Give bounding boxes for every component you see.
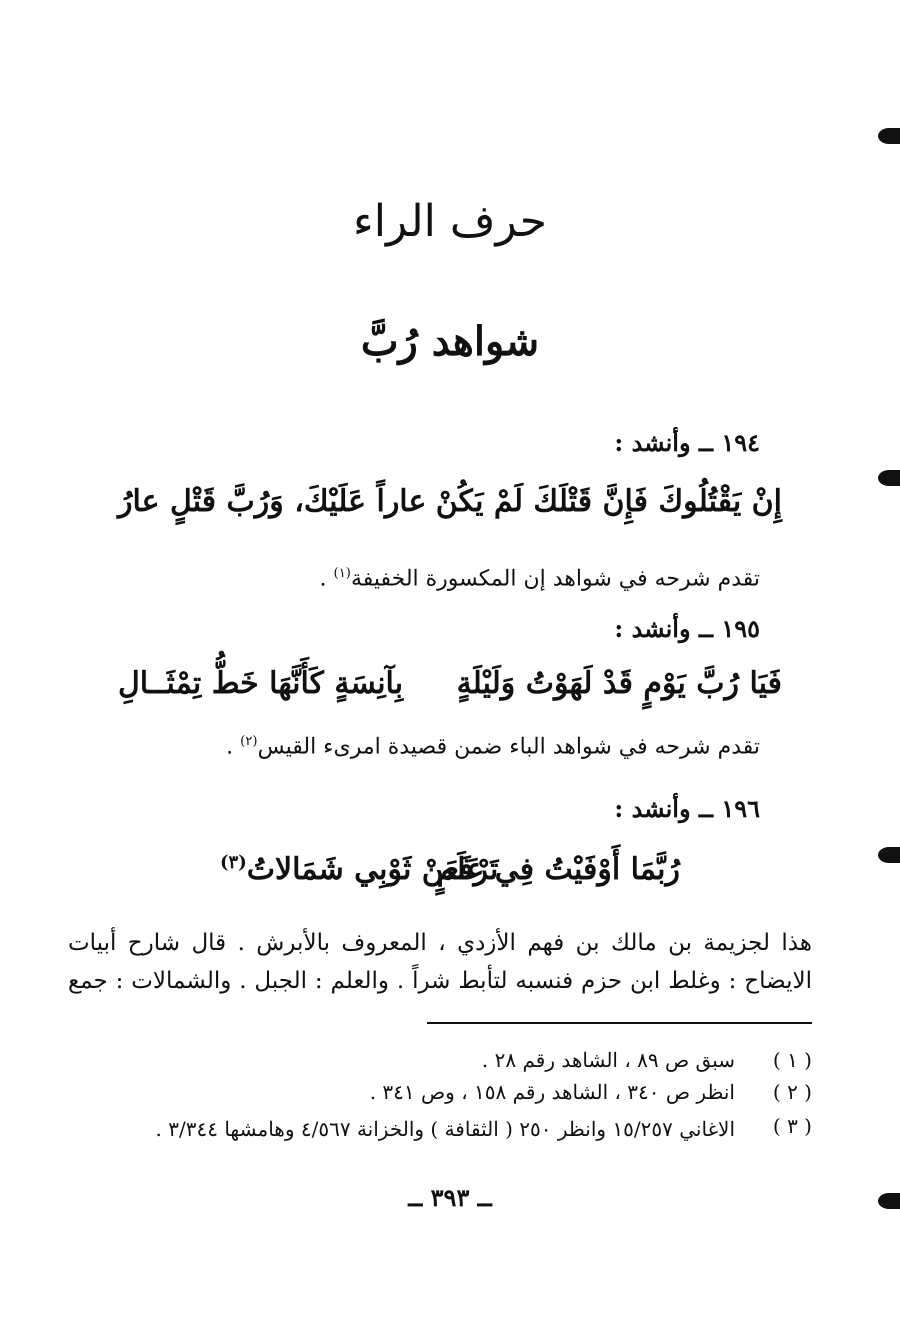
- chapter-title: حرف الراء: [353, 196, 547, 247]
- footnote-text: سبق ص ٨٩ ، الشاهد رقم ٢٨ .: [481, 1048, 735, 1072]
- verse-second-hemistich: بِآنِسَةٍ كَأَنَّهَا خَطُّ تِمْثَــالِ: [118, 666, 404, 701]
- verse-second-hemistich: تَرْفَعَنْ ثَوْبِي شَمَالاتُ$^{(٣)}$: [220, 852, 499, 887]
- footnote-number: ( ١ ): [772, 1048, 812, 1072]
- note-text: تقدم شرحه في شواهد الباء ضمن قصيدة امرىء القيس: [257, 734, 760, 760]
- footnote-divider: [427, 1022, 812, 1024]
- entry-note: [320, 566, 760, 591]
- entry-ref: ١٩٦ ــ وأنشد :: [614, 794, 760, 823]
- verse-first-hemistich: إِنْ يَقْتُلُوكَ فَإِنَّ قَتْلَكَ لَمْ يَكُنْ: [435, 484, 782, 519]
- entry-note: [226, 734, 760, 759]
- note-text: تقدم شرحه في شواهد إن المكسورة الخفيفة: [350, 566, 760, 592]
- footnote-marker[interactable]: (٣): [220, 852, 247, 873]
- prose-line: هذا لجزيمة بن مالك بن فهم الأزدي ، المعروف بالأبرش . قال شارح أبيات: [68, 930, 812, 956]
- footnote-marker[interactable]: (١): [333, 566, 351, 581]
- page-number: ــ ٣٩٣ ــ: [408, 1183, 492, 1212]
- footnote-text: انظر ص ٣٤٠ ، الشاهد رقم ١٥٨ ، وص ٣٤١ .: [369, 1080, 735, 1104]
- edge-ink-mark: [878, 470, 900, 486]
- section-title: شواهد رُبَّ: [360, 318, 540, 365]
- entry-ref: ١٩٥ ــ وأنشد :: [614, 614, 760, 643]
- footnote-marker[interactable]: (٢): [240, 734, 258, 749]
- note-end: .: [319, 566, 334, 592]
- note-end: .: [226, 734, 241, 760]
- verse-first-hemistich: فَيَا رُبَّ يَوْمٍ قَدْ لَهَوْتُ وَلَيْلَةٍ: [456, 666, 782, 701]
- edge-ink-mark: [878, 128, 900, 144]
- verse-second-hemistich: عاراً عَلَيْكَ، وَرُبَّ قَتْلٍ عارُ: [118, 484, 427, 519]
- entry-ref: ١٩٤ ــ وأنشد :: [614, 428, 760, 457]
- prose-line: الايضاح : وغلط ابن حزم فنسبه لتأبط شراً . والعلم : الجبل . والشمالات : جمع: [68, 968, 812, 994]
- footnote-number: ( ٢ ): [772, 1080, 812, 1104]
- edge-ink-mark: [878, 847, 900, 863]
- verse-first-hemistich: رُبَّمَا أَوْفَيْتُ فِي عَلَمٍ: [436, 852, 680, 887]
- footnote-text: الاغاني ١٥/٢٥٧ وانظر ٢٥٠ ( الثقافة ) والخزانة ٤/٥٦٧ وهامشها ٣/٣٤٤ .: [155, 1117, 735, 1141]
- footnote-number: ( ٣ ): [772, 1114, 812, 1138]
